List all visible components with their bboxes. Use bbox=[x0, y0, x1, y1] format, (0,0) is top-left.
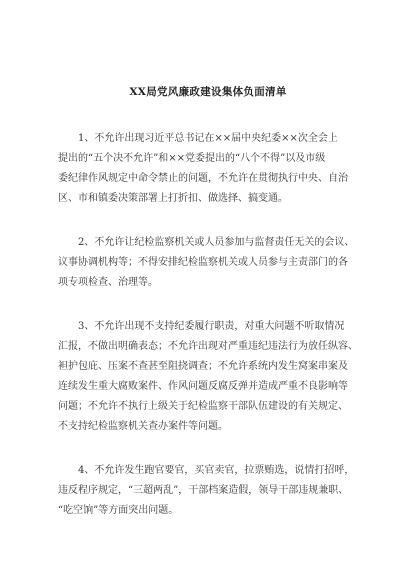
paragraph-line: “吃空饷”等方面突出问题。 bbox=[58, 505, 179, 516]
paragraph-line: 袒护包庇、压案不查甚至阻挠调查；不允许系统内发生窝案串案及 bbox=[58, 361, 348, 372]
paragraph-line: 4、不允许发生跑官要官，买官卖官，拉票贿选，说情打招呼， bbox=[78, 465, 355, 476]
paragraph-line: 3、不允许出现不支持纪委履行职责，对重大问题不听取情况 bbox=[78, 321, 345, 332]
paragraph-line: 区、市和镇委决策部署上打折扣、做选择、搞变通。 bbox=[58, 193, 288, 204]
paragraph-line: 不支持纪检监察机关查办案件等问题。 bbox=[58, 421, 228, 432]
paragraph-line: 项专项检查、治理等。 bbox=[58, 277, 158, 288]
paragraph-1 bbox=[58, 129, 358, 209]
paragraph-4 bbox=[58, 461, 358, 521]
paragraph-line: 2、不允许让纪检监察机关或人员参加与监督责任无关的会议、 bbox=[78, 237, 355, 248]
paragraph-line: 议事协调机构等；不得安排纪检监察机关或人员参与主责部门的各 bbox=[58, 257, 348, 268]
paragraph-2 bbox=[58, 233, 358, 293]
paragraph-3 bbox=[58, 317, 358, 437]
paragraph-line: 委纪律作风规定中命令禁止的问题，不允许在贯彻执行中央、自治 bbox=[58, 173, 348, 184]
paragraph-line: 问题；不允许不执行上级关于纪检监察干部队伍建设的有关规定、 bbox=[58, 401, 348, 412]
paragraph-line: 违反程序规定，“三超两乱”，干部档案造假，领导干部违规兼职、 bbox=[58, 485, 349, 496]
paragraph-line: 汇报，不做出明确表态；不允许出现对严重违纪违法行为放任纵容、 bbox=[58, 341, 358, 352]
paragraph-line: 连续发生重大腐败案件、作风问题反腐反弹并造成严重不良影响等 bbox=[58, 381, 348, 392]
document-title: XX局党风廉政建设集体负面清单 bbox=[129, 86, 287, 98]
paragraph-line: 1、不允许出现习近平总书记在××届中央纪委××次全会上 bbox=[78, 133, 338, 144]
paragraph-line: 提出的“五个决不允许”和××党委提出的“八个不得”以及市级 bbox=[58, 153, 326, 164]
